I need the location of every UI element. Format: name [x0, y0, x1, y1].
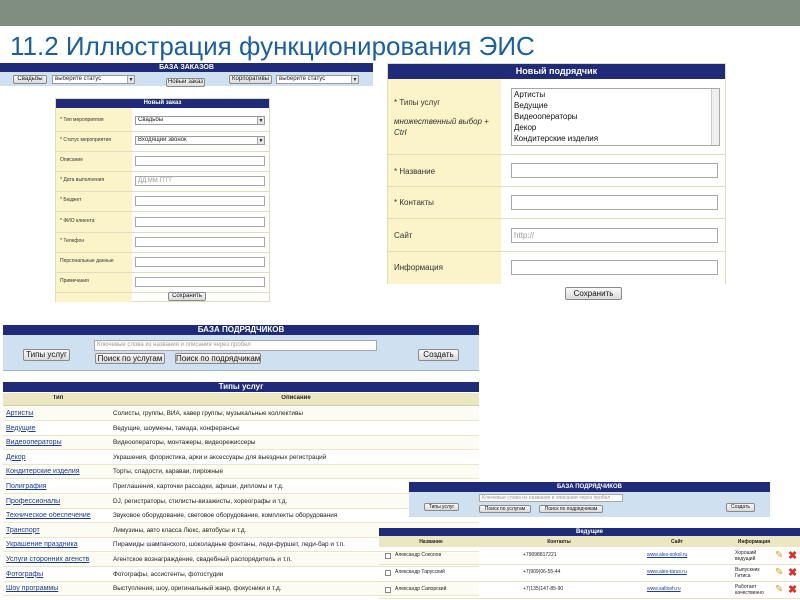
service-type-link[interactable]: Украшение праздника: [6, 541, 78, 549]
service-types-header: Типы услуг: [3, 382, 479, 392]
table-row: [3, 451, 479, 465]
create2-button[interactable]: Создать: [726, 503, 755, 512]
name-label: * Название: [394, 167, 436, 176]
new-order-button[interactable]: Новый заказ: [167, 79, 204, 85]
contractors-db-header: БАЗА ПОДРЯДЧИКОВ: [3, 325, 479, 335]
service-type-link[interactable]: Профессионалы: [6, 497, 61, 505]
service-type-desc: Агентское вознаграждение, свадебный распорядитель и т.п.: [113, 556, 292, 563]
table-row: [3, 509, 479, 523]
table-row: [3, 465, 479, 479]
order-field-input[interactable]: [135, 277, 265, 287]
order-field-label: * ФИО клиента: [60, 218, 95, 224]
host-info: Выпускник Гитиса: [735, 567, 760, 579]
col-type-header: Тип: [52, 395, 64, 401]
row-checkbox[interactable]: [385, 587, 391, 593]
service-type-link[interactable]: Шоу программы: [6, 585, 59, 593]
select-value: Входящий звонок: [138, 137, 187, 143]
host-contacts: +7(909)06-55-44: [523, 569, 561, 575]
order-field-label: * Бюджет: [60, 197, 82, 203]
service-type-link[interactable]: Полиграфия: [6, 483, 47, 490]
divider: [388, 154, 725, 155]
service-type-desc: Приглашения, карточки рассадки, афиши, дипломы и т.д.: [113, 483, 284, 490]
order-field-input[interactable]: ДД.ММ.ГГГГ: [135, 176, 265, 186]
divider: [56, 292, 269, 293]
host-info: Работает качественно: [735, 584, 764, 596]
table-row: [3, 407, 479, 421]
divider: [56, 151, 269, 152]
service-types-colhead: [3, 393, 479, 406]
col-desc-header: Описание: [281, 395, 311, 401]
host-site[interactable]: www.saltosh.ru: [647, 586, 681, 592]
service-type-link[interactable]: Декор: [6, 453, 26, 461]
service-type-link[interactable]: Видеооператоры: [6, 439, 62, 447]
edit-icon[interactable]: ✎: [775, 584, 784, 595]
row-checkbox[interactable]: [385, 553, 391, 559]
order-field-input[interactable]: [135, 217, 265, 227]
contractor-contacts-input[interactable]: [511, 195, 718, 210]
host-info: Хороший ведущий: [735, 550, 757, 562]
service-type-desc: Лимузины, авто класса Люкс, автобусы и т.д.: [113, 526, 247, 534]
service-type-desc: Ведущие, шоумены, тамада, конферансье: [113, 424, 240, 432]
divider: [56, 131, 269, 132]
service-type-desc: Видеооператоры, монтажеры, видеорежиссеры: [113, 439, 256, 447]
service-types-button[interactable]: Типы услуг: [23, 349, 70, 361]
contractor-name-input[interactable]: [511, 163, 718, 178]
service-type-link[interactable]: Кондитерские изделия: [6, 468, 80, 476]
host-contacts: +79098817221: [523, 552, 557, 558]
order-field-input[interactable]: [135, 237, 265, 247]
table-row: [3, 422, 479, 436]
order-field-label: * Тип мероприятия: [60, 117, 104, 123]
edit-icon[interactable]: ✎: [775, 567, 784, 578]
divider: [56, 232, 269, 233]
order-field-label: Примечания: [60, 278, 89, 284]
service-type-desc: Выступления, шоу, оригинальный жанр, фокусники и т.д.: [113, 585, 282, 593]
contacts-label: * Контакты: [394, 198, 434, 207]
contractors-search-input[interactable]: [94, 340, 377, 351]
divider: [56, 191, 269, 192]
host-contacts: +7(135)147-85-90: [523, 586, 564, 592]
create-button[interactable]: Создать: [418, 349, 459, 361]
service-option[interactable]: Кондитерские изделия: [514, 134, 599, 143]
order-field-label: * Телефон: [60, 238, 85, 244]
hosts-header: Ведущие: [379, 528, 800, 536]
service-option[interactable]: Ведущие: [514, 101, 548, 110]
site-label: Сайт: [394, 231, 413, 240]
delete-icon[interactable]: ✖: [788, 584, 798, 596]
hosts-col-info: Информация: [737, 539, 771, 545]
table-row: [3, 495, 479, 509]
order-field-input[interactable]: [135, 156, 265, 166]
order-field-label: * Статус мероприятия: [60, 137, 112, 143]
divider: [388, 218, 725, 219]
services-label: * Типы услуг: [394, 98, 441, 107]
service-type-link[interactable]: Услуги сторонних агенств: [6, 556, 90, 563]
orders-status-value: выберите статус: [55, 76, 102, 82]
chevron-down-icon: ▼: [258, 118, 264, 124]
new-contractor-header: Новый подрядчик: [388, 64, 725, 79]
service-type-desc: Торты, сладости, караваи, пирожные: [113, 468, 224, 476]
host-name: Александр Тарусский: [395, 569, 445, 575]
table-row: [3, 436, 479, 450]
services-hint: множественный выбор + Ctrl: [394, 117, 489, 137]
service-type-desc: Звуковое оборудование, световое оборудование, комплекты оборудования: [113, 512, 338, 520]
service-type-desc: Пирамиды шампанского, шоколадные фонтаны, леди-фуршет, леди-бар и т.п.: [113, 541, 345, 549]
divider: [56, 211, 269, 212]
service-type-link[interactable]: Артисты: [6, 410, 34, 417]
search-services-button[interactable]: Поиск по услугам: [95, 353, 165, 364]
corporate-status-select[interactable]: [276, 75, 359, 84]
service-option[interactable]: Артисты: [514, 90, 546, 99]
contractor-info-input[interactable]: [511, 260, 718, 275]
host-site[interactable]: www.alex-sokol.ru: [647, 552, 688, 558]
select-value: Свадьбы: [138, 117, 164, 123]
divider: [388, 251, 725, 252]
table-row: [379, 548, 800, 565]
row-checkbox[interactable]: [385, 570, 391, 576]
search-contractors-button[interactable]: Поиск по подрядчикам: [176, 354, 261, 363]
service-types2-button[interactable]: Типы услуг: [424, 503, 459, 511]
hosts-colhead: [379, 536, 800, 547]
search-services2-button[interactable]: Поиск по услугам: [479, 505, 531, 513]
divider: [56, 272, 269, 273]
info-label: Информация: [394, 263, 443, 272]
new-order-form: [55, 98, 270, 302]
order-field-label: Описание: [60, 157, 84, 163]
contractor-site-input[interactable]: [511, 228, 718, 243]
host-site[interactable]: www.alex-tarus.ru: [647, 569, 687, 575]
new-contractor-form: [387, 63, 726, 284]
search2-placeholder: Ключевые слова из названия и описания через пробел: [482, 495, 611, 501]
slide-title: 11.2 Иллюстрация функционирования ЭИС: [10, 31, 535, 61]
service-type-desc: Фотографы, ассистенты, фотостудии: [113, 570, 224, 578]
delete-icon[interactable]: ✖: [788, 567, 798, 579]
order-field-input[interactable]: [135, 257, 265, 267]
corporate-status-value: выберите статус: [279, 76, 326, 82]
site-placeholder: http://: [514, 231, 535, 240]
search-placeholder: Ключевые слова из названия и описания через пробел: [97, 342, 251, 348]
edit-icon[interactable]: ✎: [775, 550, 784, 561]
delete-icon[interactable]: ✖: [788, 550, 798, 562]
hosts-col-name: Название: [419, 539, 443, 545]
orders-db-header: БАЗА ЗАКАЗОВ: [0, 63, 373, 72]
chevron-down-icon: ▼: [352, 77, 358, 83]
service-type-link[interactable]: Фотографы: [6, 570, 44, 578]
divider: [56, 171, 269, 172]
search-contractors2-button[interactable]: Поиск по подрядчикам: [539, 505, 603, 513]
services-multiselect[interactable]: [511, 88, 720, 146]
table-row: [3, 480, 479, 494]
table-row: [379, 582, 800, 599]
contractor-save-button[interactable]: Сохранить: [565, 287, 622, 300]
service-type-desc: Украшения, флористика, арки и аксессуары для выездных регистраций: [113, 453, 327, 461]
hosts-col-contacts: Контакты: [547, 539, 571, 545]
contractors2-search-input[interactable]: [479, 494, 623, 502]
hosts-col-site: Сайт: [671, 539, 683, 545]
chevron-down-icon: ▼: [128, 77, 134, 83]
service-type-desc: DJ, регистраторы, стилисты-визажисты, хореографы и т.д.: [113, 497, 288, 505]
service-type-link[interactable]: Техническое обеспечение: [6, 512, 91, 520]
new-order-header: Новый заказ: [56, 99, 269, 108]
orders-status-select[interactable]: [52, 75, 135, 84]
host-name: Александр Соколов: [395, 552, 442, 558]
contractor-labels-column: [388, 79, 501, 284]
listbox-scrollbar[interactable]: [711, 89, 719, 145]
service-type-desc: Солисты, группы, ВИА, кавер группы, музыкальные коллективы: [113, 410, 303, 417]
order-field-label: Персональные данные: [60, 258, 114, 264]
divider: [388, 186, 725, 187]
slide-top-bar: [0, 0, 800, 26]
order-field-input[interactable]: [135, 196, 265, 206]
host-name: Александр Сапорский: [395, 586, 447, 592]
divider: [56, 252, 269, 253]
service-option[interactable]: Видеооператоры: [514, 112, 578, 121]
service-option[interactable]: Декор: [514, 123, 537, 132]
order-field-select[interactable]: [135, 136, 265, 145]
contractors-db2-header: БАЗА ПОДРЯДЧИКОВ: [409, 482, 770, 492]
weddings-button[interactable]: Свадьбы: [13, 75, 47, 84]
chevron-down-icon: ▼: [258, 138, 264, 144]
order-field-label: * Дата выполнения: [60, 177, 105, 183]
order-field-select[interactable]: [135, 116, 265, 125]
service-type-link[interactable]: Ведущие: [6, 424, 36, 432]
order-save-button[interactable]: Сохранить: [168, 292, 206, 301]
service-type-link[interactable]: Транспорт: [6, 526, 40, 534]
table-row: [379, 565, 800, 582]
corporate-button[interactable]: Корпоративы: [229, 75, 272, 84]
